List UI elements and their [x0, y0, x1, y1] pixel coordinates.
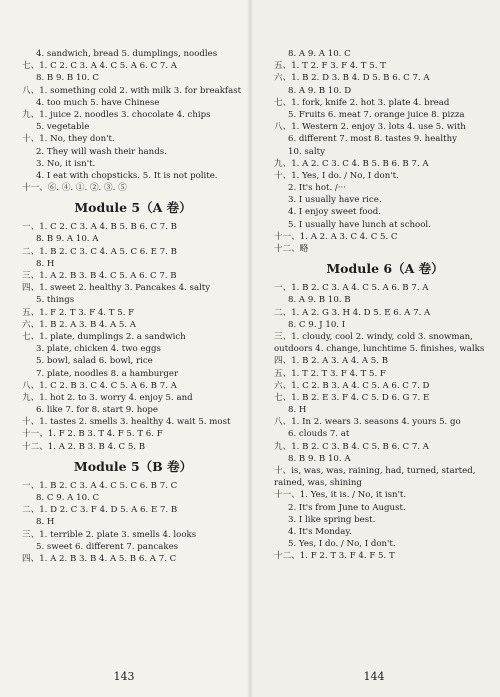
answer-line: 四、1. sweet 2. healthy 3. Pancakes 4. salty [22, 283, 211, 294]
answer-line: 3. No, it isn't. [36, 158, 96, 169]
answer-line: 十一、1. F 2. B 3. T 4. F 5. T 6. F [22, 429, 163, 440]
answer-line: 一、1. B 2. C 3. A 4. C 5. A 6. B 7. A [274, 283, 429, 294]
answer-line: 8. H [288, 405, 307, 416]
answer-line: 七、1. B 2. E 3. F 4. C 5. D 6. G 7. E [274, 392, 430, 403]
answer-line: 3. I usually have rice. [288, 195, 382, 206]
answer-line: 3. I like spring best. [288, 514, 376, 525]
answer-line: 二、1. D 2. C 3. F 4. D 5. A 6. E 7. B [22, 505, 178, 516]
answer-line: 十、is, was, was, raining, had, turned, started, [274, 466, 476, 476]
right-page-number: 144 [363, 670, 385, 683]
answer-line: 八、1. Western 2. enjoy 3. lots 4. use 5. with [274, 122, 466, 133]
answer-line: 4. I enjoy sweet food. [288, 207, 381, 218]
answer-line: 8. B 9. A 10. A [36, 234, 99, 245]
answer-line: 5. bowl, salad 6. bowl, rice [36, 356, 153, 367]
answer-line: 三、1. cloudy, cool 2. windy, cold 3. snowman, [274, 331, 473, 342]
answer-line: 10. salty [288, 146, 325, 157]
answer-line: 十一、1. A 2. A 3. C 4. C 5. C [274, 231, 398, 242]
answer-line: 6. like 7. for 8. start 9. hope [36, 405, 159, 416]
answer-line: 八、1. In 2. wears 3. seasons 4. yours 5. go [274, 417, 461, 428]
right-page [250, 0, 500, 697]
answer-line: 二、1. A 2. G 3. H 4. D 5. E 6. A 7. A [274, 307, 431, 318]
answer-line: 二、1. B 2. C 3. C 4. A 5. C 6. E 7. B [22, 246, 177, 257]
answer-line: 九、1. juice 2. noodles 3. chocolate 4. chips [22, 109, 211, 120]
answer-line: 4. sandwich, bread 5. dumplings, noodles [36, 49, 218, 59]
section-heading: Module 5（A 卷） [74, 200, 192, 216]
answer-line: 8. H [36, 517, 55, 528]
answer-line: 十二、1. A 2. B 3. B 4. C 5. B [22, 441, 146, 452]
right-answer-column [274, 48, 496, 563]
answer-line: 六、1. B 2. A 3. B 4. A 5. A [22, 319, 137, 330]
answer-line: 8. C 9. J 10. I [288, 319, 346, 330]
answer-line: 五、1. F 2. T 3. F 4. T 5. F [22, 307, 135, 318]
book-gutter [247, 0, 253, 697]
answer-line: 十一、1. Yes, it is. / No, it isn't. [274, 490, 407, 501]
answer-line: 三、1. A 2. B 3. B 4. C 5. A 6. C 7. B [22, 271, 177, 281]
answer-line: 8. B 9. B 10. A [288, 453, 351, 464]
answer-line: 八、1. something cold 2. with milk 3. for breakfast [22, 85, 242, 96]
answer-line: 九、1. A 2. C 3. C 4. B 5. B 6. B 7. A [274, 158, 429, 169]
answer-line: 3. plate, chicken 4. two eggs [36, 344, 161, 355]
answer-line: 4. too much 5. have Chinese [36, 97, 160, 108]
section-heading: Module 5（B 卷） [73, 458, 193, 474]
answer-line: 五、1. T 2. T 3. F 4. T 5. F [274, 368, 386, 379]
answer-line: 5. vegetable [36, 122, 90, 133]
answer-line: 8. A 9. B 10. B [288, 295, 351, 306]
answer-line: 六、1. B 2. D 3. B 4. D 5. B 6. C 7. A [274, 73, 430, 84]
answer-line: 三、1. terrible 2. plate 3. smells 4. looks [22, 529, 197, 540]
answer-line: 6. different 7. most 8. tastes 9. healthy [288, 134, 458, 145]
answer-line: 十二、略 [274, 244, 309, 254]
answer-line: 8. A 9. B 10. D [288, 85, 352, 96]
answer-line: 8. A 9. A 10. C [288, 49, 351, 59]
answer-line: 7. plate, noodles 8. a hamburger [36, 368, 179, 379]
answer-line: 4. It's Monday. [288, 526, 352, 537]
answer-line: 八、1. C 2. B 3. C 4. C 5. A 6. B 7. A [22, 380, 177, 391]
answer-line: 十二、1. F 2. T 3. F 4. F 5. T [274, 551, 395, 562]
answer-line: 2. They will wash their hands. [36, 146, 167, 157]
answer-line: 九、1. hot 2. to 3. worry 4. enjoy 5. and [22, 392, 193, 403]
section-heading: Module 6（A 卷） [326, 261, 444, 277]
answer-line: 4. I eat with chopsticks. 5. It is not polite. [36, 170, 218, 181]
answer-line: 四、1. B 2. A 3. A 4. A 5. B [274, 356, 389, 367]
answer-line: 8. H [36, 258, 55, 269]
answer-line: 2. It's from June to August. [288, 502, 406, 513]
answer-line: 5. Fruits 6. meat 7. orange juice 8. pizza [288, 109, 465, 120]
answer-line: 六、1. C 2. B 3. A 4. C 5. A 6. C 7. D [274, 380, 430, 391]
answer-line: 一、1. B 2. C 3. A 4. C 5. C 6. B 7. C [22, 480, 178, 491]
answer-line: 九、1. B 2. C 3. B 4. C 5. B 6. C 7. A [274, 441, 429, 452]
answer-line: 五、1. T 2. F 3. F 4. T 5. T [274, 61, 386, 72]
answer-line: 2. It's hot. /··· [288, 183, 346, 194]
answer-line: 8. C 9. A 10. C [36, 493, 100, 503]
left-answer-column [22, 48, 244, 565]
answer-line: 5. sweet 6. different 7. pancakes [36, 541, 179, 552]
answer-line: 四、1. A 2. B 3. B 4. A 5. B 6. A 7. C [22, 553, 177, 564]
answer-line: outdoors 4. change, lunchtime 5. finishes, walks [274, 344, 485, 355]
answer-line: 5. Yes, I do. / No, I don't. [288, 539, 396, 550]
answer-line: 8. B 9. B 10. C [36, 73, 99, 84]
answer-line: 十、1. No, they don't. [22, 134, 115, 145]
answer-line: 七、1. fork, knife 2. hot 3. plate 4. bread [274, 97, 450, 108]
answer-line: 七、1. plate, dumplings 2. a sandwich [22, 331, 186, 342]
answer-line: 十、1. Yes, I do. / No, I don't. [274, 170, 399, 181]
answer-line: rained, was, shining [274, 478, 362, 489]
answer-line: 5. things [36, 295, 75, 306]
answer-line: 6. clouds 7. at [288, 429, 350, 440]
answer-line: 一、1. C 2. C 3. A 4. B 5. B 6. C 7. B [22, 222, 177, 233]
answer-line: 十、1. tastes 2. smells 3. healthy 4. wait 5. most [22, 417, 231, 428]
left-page-number: 143 [113, 670, 135, 683]
answer-line: 5. I usually have lunch at school. [288, 219, 431, 230]
answer-line: 七、1. C 2. C 3. A 4. C 5. A 6. C 7. A [22, 61, 178, 72]
answer-line: 十一、⑥. ④. ①. ②. ③. ⑤ [22, 183, 127, 194]
